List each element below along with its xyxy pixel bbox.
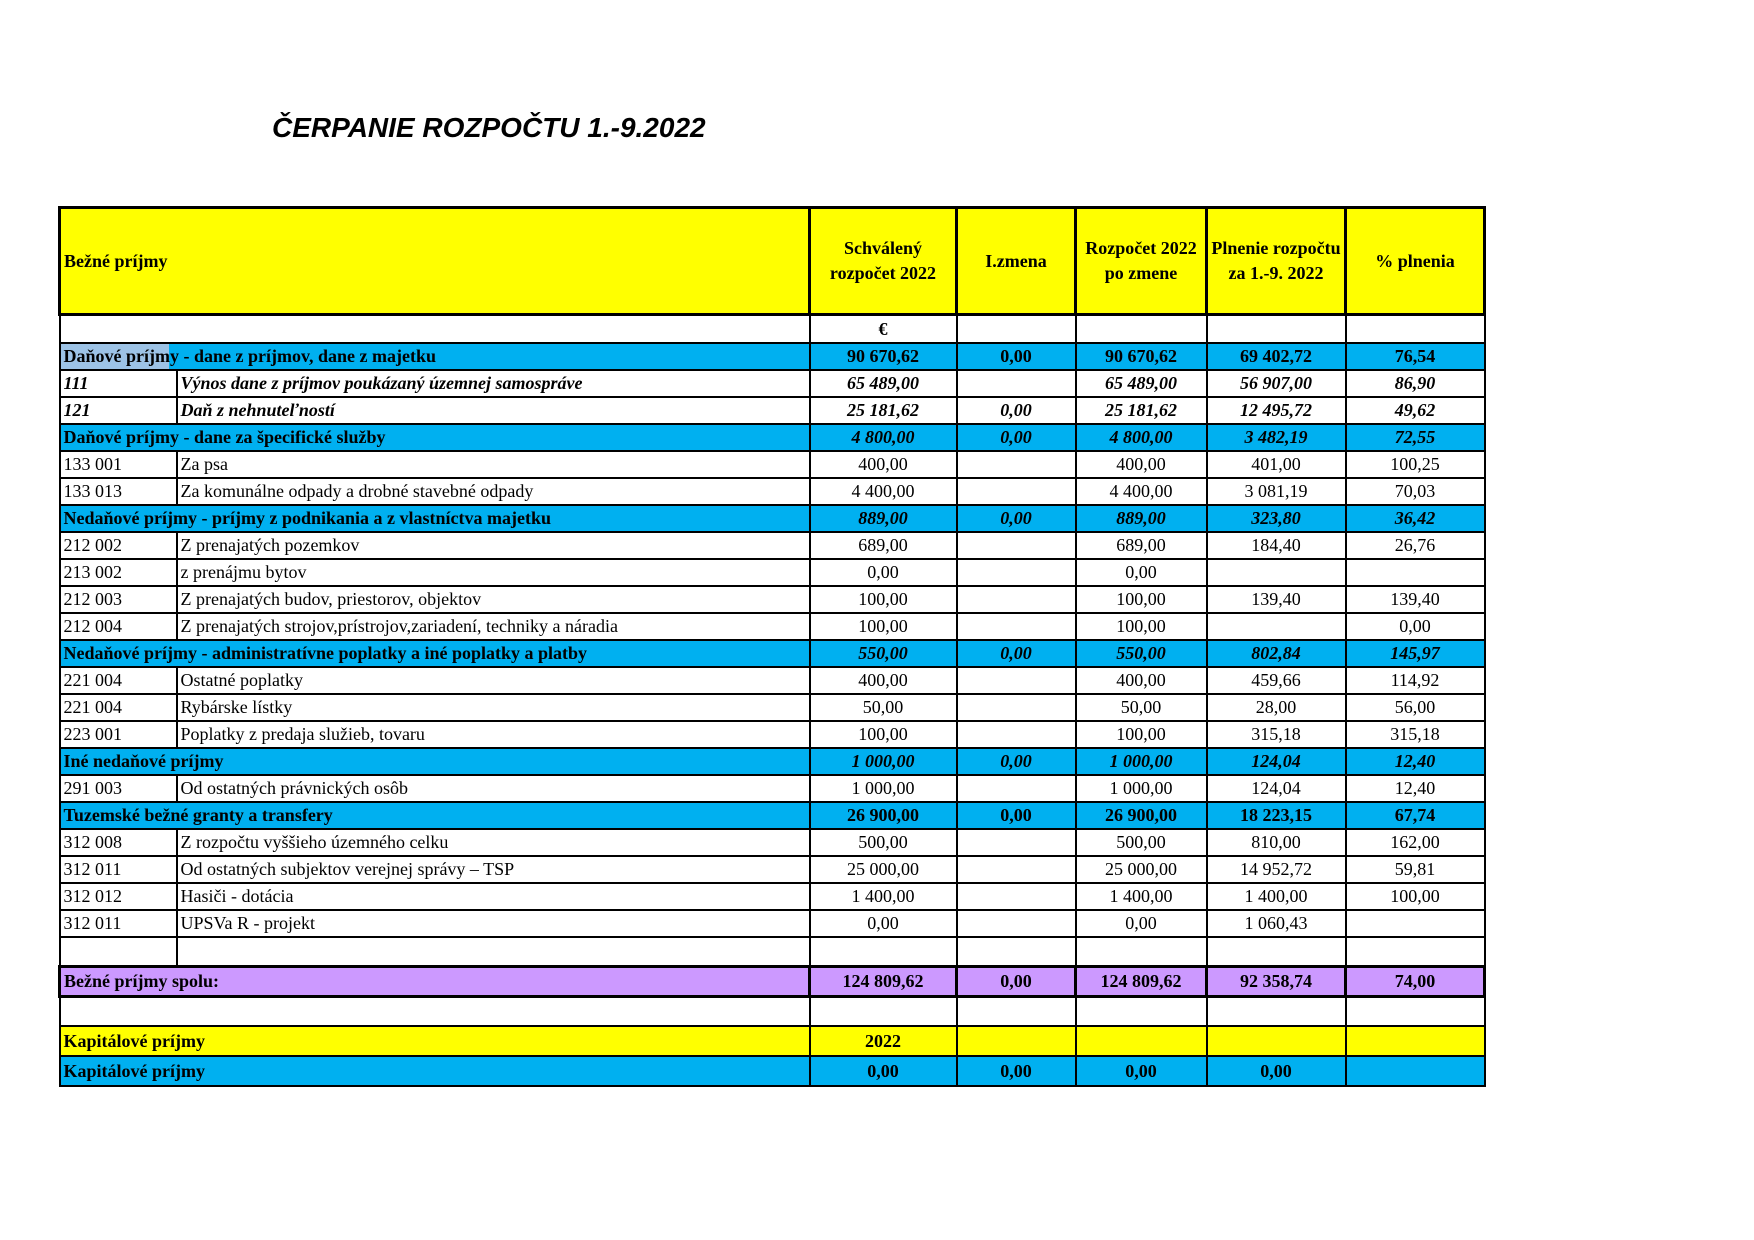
- item-description: Poplatky z predaja služieb, tovaru: [177, 721, 810, 748]
- section-row: [60, 424, 1485, 451]
- cell-approved: 400,00: [810, 451, 957, 478]
- section-row: [60, 505, 1485, 532]
- cell-after-change: 0,00: [1076, 910, 1207, 937]
- capital-label: Kapitálové príjmy: [60, 1056, 810, 1086]
- cell-approved: 50,00: [810, 694, 957, 721]
- cell-change: [957, 883, 1076, 910]
- cell-percent: 86,90: [1346, 370, 1485, 397]
- empty-cell: [1207, 997, 1346, 1027]
- cell-approved: 1 400,00: [810, 883, 957, 910]
- cell-approved: 500,00: [810, 829, 957, 856]
- cell-fulfilment: 139,40: [1207, 586, 1346, 613]
- cell-fulfilment: 12 495,72: [1207, 397, 1346, 424]
- cell-approved: 65 489,00: [810, 370, 957, 397]
- cell-percent: 114,92: [1346, 667, 1485, 694]
- cell-after-change: 889,00: [1076, 505, 1207, 532]
- cell-fulfilment: 28,00: [1207, 694, 1346, 721]
- cell-after-change: 100,00: [1076, 613, 1207, 640]
- header-fulfilment: Plnenie rozpočtu za 1.-9. 2022: [1207, 208, 1346, 315]
- unit-row: [60, 315, 1485, 344]
- cell-change: [957, 370, 1076, 397]
- cell-fulfilment: 323,80: [1207, 505, 1346, 532]
- item-description: Z prenajatých strojov,prístrojov,zariadení, techniky a náradia: [177, 613, 810, 640]
- item-code: 213 002: [60, 559, 177, 586]
- cell-after-change: 50,00: [1076, 694, 1207, 721]
- cell-fulfilment: 802,84: [1207, 640, 1346, 667]
- cell-fulfilment: 1 400,00: [1207, 883, 1346, 910]
- cell-percent: 26,76: [1346, 532, 1485, 559]
- cell-change: 0,00: [957, 967, 1076, 997]
- table-row: [60, 883, 1485, 910]
- table-row: [60, 559, 1485, 586]
- table-row: [60, 721, 1485, 748]
- cell-percent: 315,18: [1346, 721, 1485, 748]
- empty-cell: [957, 1026, 1076, 1056]
- item-description: Od ostatných právnických osôb: [177, 775, 810, 802]
- total-row: [60, 967, 1485, 997]
- cell-after-change: 25 181,62: [1076, 397, 1207, 424]
- cell-percent: 59,81: [1346, 856, 1485, 883]
- cell-after-change: 90 670,62: [1076, 343, 1207, 370]
- cell-percent: [1346, 559, 1485, 586]
- item-code: 212 002: [60, 532, 177, 559]
- item-description: Hasiči - dotácia: [177, 883, 810, 910]
- cell-percent: 49,62: [1346, 397, 1485, 424]
- section-label: Iné nedaňové príjmy: [60, 748, 810, 775]
- cell-approved: 1 000,00: [810, 775, 957, 802]
- cell-after-change: 1 400,00: [1076, 883, 1207, 910]
- item-description: Z prenajatých budov, priestorov, objektov: [177, 586, 810, 613]
- empty-cell: [1207, 937, 1346, 967]
- empty-cell: [810, 997, 957, 1027]
- cell-fulfilment: 92 358,74: [1207, 967, 1346, 997]
- cell-fulfilment: 124,04: [1207, 775, 1346, 802]
- cell-percent: 76,54: [1346, 343, 1485, 370]
- cell-after-change: 4 800,00: [1076, 424, 1207, 451]
- cell-approved: 689,00: [810, 532, 957, 559]
- cell-percent: 70,03: [1346, 478, 1485, 505]
- section-row: [60, 748, 1485, 775]
- cell-approved: 100,00: [810, 721, 957, 748]
- item-description: z prenájmu bytov: [177, 559, 810, 586]
- table-row: [60, 613, 1485, 640]
- item-code: 223 001: [60, 721, 177, 748]
- cell-approved: 26 900,00: [810, 802, 957, 829]
- empty-cell: [1346, 1026, 1485, 1056]
- cell-fulfilment: 18 223,15: [1207, 802, 1346, 829]
- header-percent: % plnenia: [1346, 208, 1485, 315]
- cell-change: 0,00: [957, 802, 1076, 829]
- table-row: [60, 370, 1485, 397]
- table-row: [60, 775, 1485, 802]
- cell-percent: 72,55: [1346, 424, 1485, 451]
- cell-change: 0,00: [957, 640, 1076, 667]
- cell-fulfilment: 0,00: [1207, 1056, 1346, 1086]
- section-row: [60, 640, 1485, 667]
- table-row: [60, 856, 1485, 883]
- empty-cell: [1076, 937, 1207, 967]
- cell-fulfilment: 315,18: [1207, 721, 1346, 748]
- cell-approved: 1 000,00: [810, 748, 957, 775]
- empty-cell: [177, 937, 810, 967]
- table-row: [60, 667, 1485, 694]
- header-row: [60, 208, 1485, 315]
- item-description: Výnos dane z príjmov poukázaný územnej samospráve: [177, 370, 810, 397]
- item-description: Daň z nehnuteľností: [177, 397, 810, 424]
- section-label: Daňové príjmy - dane za špecifické služby: [60, 424, 810, 451]
- cell-after-change: 100,00: [1076, 586, 1207, 613]
- cell-change: 0,00: [957, 748, 1076, 775]
- cell-change: [957, 478, 1076, 505]
- cell-percent: 145,97: [1346, 640, 1485, 667]
- table-row: [60, 397, 1485, 424]
- cell-approved: 400,00: [810, 667, 957, 694]
- cell-approved: 25 181,62: [810, 397, 957, 424]
- cell-approved: 100,00: [810, 613, 957, 640]
- cell-fulfilment: 3 482,19: [1207, 424, 1346, 451]
- cell-percent: 67,74: [1346, 802, 1485, 829]
- cell-fulfilment: 810,00: [1207, 829, 1346, 856]
- cell-approved: 889,00: [810, 505, 957, 532]
- cell-after-change: 124 809,62: [1076, 967, 1207, 997]
- cell-approved: 124 809,62: [810, 967, 957, 997]
- cell-change: 0,00: [957, 343, 1076, 370]
- cell-fulfilment: 56 907,00: [1207, 370, 1346, 397]
- cell-after-change: 1 000,00: [1076, 748, 1207, 775]
- cell-change: [957, 829, 1076, 856]
- cell-approved: 100,00: [810, 586, 957, 613]
- cell-percent: 100,00: [1346, 883, 1485, 910]
- cell-after-change: 689,00: [1076, 532, 1207, 559]
- cell-approved: 0,00: [810, 1056, 957, 1086]
- empty-cell: [810, 937, 957, 967]
- cell-fulfilment: 3 081,19: [1207, 478, 1346, 505]
- item-code: 221 004: [60, 667, 177, 694]
- cell-fulfilment: 459,66: [1207, 667, 1346, 694]
- cell-approved: 90 670,62: [810, 343, 957, 370]
- empty-cell: [957, 997, 1076, 1027]
- cell-percent: 12,40: [1346, 748, 1485, 775]
- cell-after-change: 400,00: [1076, 667, 1207, 694]
- cell-approved: 4 400,00: [810, 478, 957, 505]
- item-code: 212 003: [60, 586, 177, 613]
- cell-after-change: 0,00: [1076, 1056, 1207, 1086]
- capital-header-label: Kapitálové príjmy: [60, 1026, 810, 1056]
- item-description: Z prenajatých pozemkov: [177, 532, 810, 559]
- cell-fulfilment: 1 060,43: [1207, 910, 1346, 937]
- item-code: 212 004: [60, 613, 177, 640]
- cell-percent: 139,40: [1346, 586, 1485, 613]
- cell-percent: 0,00: [1346, 613, 1485, 640]
- item-code: 133 013: [60, 478, 177, 505]
- item-code: 221 004: [60, 694, 177, 721]
- capital-row: [60, 1056, 1485, 1086]
- cell-after-change: 0,00: [1076, 559, 1207, 586]
- cell-after-change: 400,00: [1076, 451, 1207, 478]
- cell-change: [957, 775, 1076, 802]
- cell-change: [957, 910, 1076, 937]
- table-row: [60, 478, 1485, 505]
- header-bezne-prijmy: Bežné príjmy: [60, 208, 810, 315]
- item-description: Z rozpočtu vyššieho územného celku: [177, 829, 810, 856]
- cell-change: [957, 694, 1076, 721]
- item-description: Rybárske lístky: [177, 694, 810, 721]
- cell-percent: 56,00: [1346, 694, 1485, 721]
- empty-row: [60, 997, 1485, 1027]
- cell-change: 0,00: [957, 397, 1076, 424]
- cell-percent: 162,00: [1346, 829, 1485, 856]
- table-row: [60, 451, 1485, 478]
- item-code: 312 012: [60, 883, 177, 910]
- table-row: [60, 694, 1485, 721]
- cell-after-change: 1 000,00: [1076, 775, 1207, 802]
- cell-after-change: 26 900,00: [1076, 802, 1207, 829]
- cell-change: 0,00: [957, 1056, 1076, 1086]
- empty-row: [60, 937, 1485, 967]
- cell-after-change: 4 400,00: [1076, 478, 1207, 505]
- empty-cell: [957, 937, 1076, 967]
- cell-fulfilment: 124,04: [1207, 748, 1346, 775]
- cell-approved: 0,00: [810, 559, 957, 586]
- section-label: Tuzemské bežné granty a transfery: [60, 802, 810, 829]
- section-label: Nedaňové príjmy - administratívne poplatky a iné poplatky a platby: [60, 640, 810, 667]
- section-row: [60, 343, 1485, 370]
- item-code: 312 011: [60, 856, 177, 883]
- cell-percent: 100,25: [1346, 451, 1485, 478]
- cell-percent: 36,42: [1346, 505, 1485, 532]
- cell-percent: [1346, 1056, 1485, 1086]
- budget-table: [58, 206, 1486, 1087]
- cell-after-change: 65 489,00: [1076, 370, 1207, 397]
- cell-fulfilment: 69 402,72: [1207, 343, 1346, 370]
- cell-percent: [1346, 910, 1485, 937]
- cell-percent: 74,00: [1346, 967, 1485, 997]
- item-description: UPSVa R - projekt: [177, 910, 810, 937]
- table-row: [60, 829, 1485, 856]
- empty-cell: [60, 937, 177, 967]
- cell-fulfilment: [1207, 559, 1346, 586]
- item-description: Od ostatných subjektov verejnej správy – TSP: [177, 856, 810, 883]
- empty-cell: [1346, 937, 1485, 967]
- empty-cell: [1076, 997, 1207, 1027]
- empty-cell: [60, 997, 810, 1027]
- section-row: [60, 802, 1485, 829]
- item-code: 312 008: [60, 829, 177, 856]
- cell-change: 0,00: [957, 424, 1076, 451]
- total-label: Bežné príjmy spolu:: [60, 967, 810, 997]
- page-title: ČERPANIE ROZPOČTU 1.-9.2022: [272, 112, 706, 143]
- item-description: Za psa: [177, 451, 810, 478]
- item-code: 133 001: [60, 451, 177, 478]
- empty-cell: [1207, 1026, 1346, 1056]
- cell-change: [957, 721, 1076, 748]
- cell-change: [957, 667, 1076, 694]
- cell-change: [957, 559, 1076, 586]
- item-code: 312 011: [60, 910, 177, 937]
- table-row: [60, 586, 1485, 613]
- capital-header-row: [60, 1026, 1485, 1056]
- item-code: 291 003: [60, 775, 177, 802]
- cell-change: [957, 613, 1076, 640]
- table-row: [60, 910, 1485, 937]
- capital-year: 2022: [810, 1026, 957, 1056]
- table-row: [60, 532, 1485, 559]
- cell-after-change: 550,00: [1076, 640, 1207, 667]
- empty-cell: [1076, 1026, 1207, 1056]
- cell-approved: 550,00: [810, 640, 957, 667]
- cell-approved: 0,00: [810, 910, 957, 937]
- cell-after-change: 25 000,00: [1076, 856, 1207, 883]
- header-approved-budget: Schválený rozpočet 2022: [810, 208, 957, 315]
- section-label: Daňové príjmy - dane z príjmov, dane z majetku: [60, 343, 810, 370]
- header-first-change: I.zmena: [957, 208, 1076, 315]
- cell-change: 0,00: [957, 505, 1076, 532]
- cell-change: [957, 451, 1076, 478]
- item-code: 111: [60, 370, 177, 397]
- item-code: 121: [60, 397, 177, 424]
- cell-fulfilment: [1207, 613, 1346, 640]
- cell-percent: 12,40: [1346, 775, 1485, 802]
- cell-change: [957, 532, 1076, 559]
- header-budget-after-change: Rozpočet 2022 po zmene: [1076, 208, 1207, 315]
- cell-change: [957, 856, 1076, 883]
- item-description: Ostatné poplatky: [177, 667, 810, 694]
- cell-change: [957, 586, 1076, 613]
- currency-unit: €: [810, 315, 957, 344]
- section-label: Nedaňové príjmy - príjmy z podnikania a z vlastníctva majetku: [60, 505, 810, 532]
- cell-fulfilment: 14 952,72: [1207, 856, 1346, 883]
- cell-approved: 4 800,00: [810, 424, 957, 451]
- cell-after-change: 500,00: [1076, 829, 1207, 856]
- cell-approved: 25 000,00: [810, 856, 957, 883]
- cell-fulfilment: 184,40: [1207, 532, 1346, 559]
- cell-after-change: 100,00: [1076, 721, 1207, 748]
- cell-fulfilment: 401,00: [1207, 451, 1346, 478]
- item-description: Za komunálne odpady a drobné stavebné odpady: [177, 478, 810, 505]
- empty-cell: [1346, 997, 1485, 1027]
